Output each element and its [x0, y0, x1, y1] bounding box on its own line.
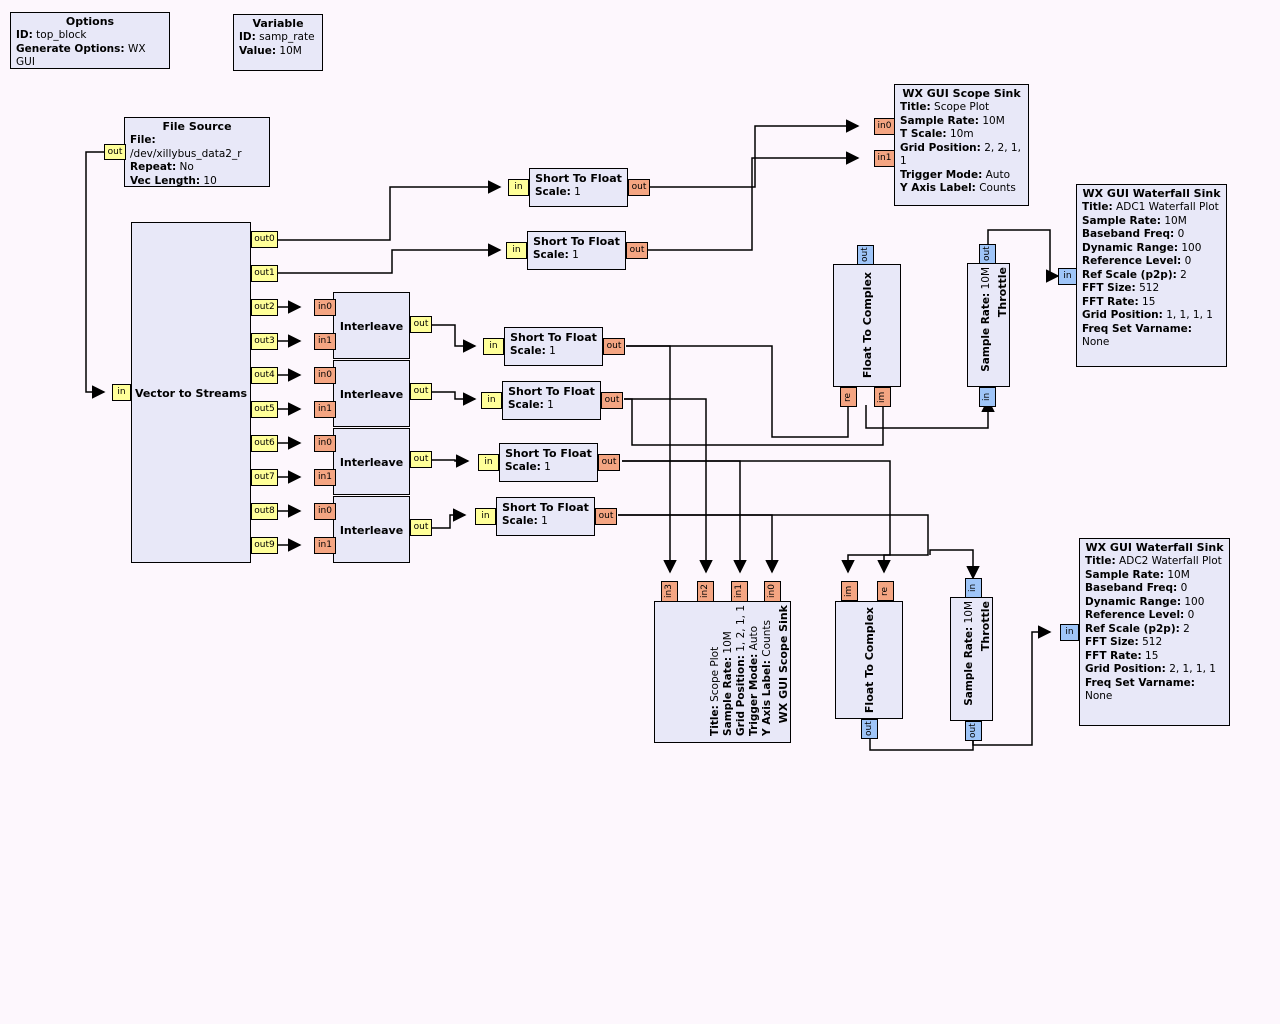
prop-value: 0 [1184, 255, 1192, 267]
block-short-to-float-3[interactable] [504, 327, 603, 366]
prop-value: 10M [980, 267, 992, 290]
port-stf5-out[interactable]: out [598, 454, 620, 471]
prop-value: WX GUI [16, 42, 146, 68]
block-vector-to-streams-title: Vector to Streams [134, 387, 248, 400]
block-throttle-2-title: Throttle [979, 601, 992, 652]
prop-key: ID: [239, 31, 256, 43]
prop-key: FFT Rate: [1085, 649, 1142, 662]
port-interleave-2-in1[interactable]: in1 [314, 401, 336, 418]
block-options-title: Options [65, 15, 115, 28]
prop-key: Title: [900, 101, 931, 113]
block-variable-title: Variable [252, 17, 304, 30]
block-short-to-float-2-props [528, 248, 625, 266]
port-vts-out9[interactable]: out9 [251, 537, 278, 554]
prop-key: Scale: [505, 461, 541, 473]
port-interleave-2-in0[interactable]: in0 [314, 367, 336, 384]
port-interleave-4-in1[interactable]: in1 [314, 537, 336, 554]
port-stf2-out[interactable]: out [626, 242, 648, 259]
port-ftc2-re[interactable]: re [877, 581, 894, 601]
prop-value: 0 [1177, 228, 1185, 240]
prop-value: 10M [982, 114, 1005, 127]
prop-value: 10M [963, 601, 975, 624]
block-waterfall-sink-1-props [1077, 200, 1226, 353]
prop-key: Sample Rate: [1082, 214, 1161, 227]
prop-key: Title: [1082, 201, 1113, 213]
prop-value: 100 [1184, 595, 1205, 608]
port-interleave-3-out[interactable]: out [410, 451, 432, 468]
port-interleave-3-in1[interactable]: in1 [314, 469, 336, 486]
port-scope-top-in1[interactable]: in1 [874, 150, 895, 167]
prop-value: 15 [1142, 295, 1156, 308]
prop-value: Scope Plot [709, 646, 721, 702]
prop-value: 1 [572, 249, 579, 261]
prop-value: 1 [574, 186, 581, 198]
block-short-to-float-6-title: Short To Float [502, 501, 589, 514]
prop-key: Grid Position: [1085, 663, 1166, 675]
port-vts-out2[interactable]: out2 [251, 299, 278, 316]
block-short-to-float-6[interactable] [496, 497, 595, 536]
port-interleave-2-out[interactable]: out [410, 383, 432, 400]
port-scope-bottom-in1[interactable]: in1 [731, 581, 748, 602]
port-stf4-out[interactable]: out [601, 392, 623, 409]
port-vts-out7[interactable]: out7 [251, 469, 278, 486]
block-float-to-complex-1[interactable] [833, 264, 901, 387]
port-file-source-out[interactable]: out [104, 144, 126, 160]
block-interleave-4-title: Interleave [339, 524, 404, 537]
block-file-source[interactable] [124, 117, 270, 187]
prop-key: Reference Level: [1082, 255, 1182, 267]
port-interleave-1-out[interactable]: out [410, 316, 432, 333]
port-scope-bottom-in2[interactable]: in2 [697, 581, 714, 602]
prop-value: 10M [1167, 568, 1190, 581]
block-throttle-1[interactable] [967, 263, 1010, 387]
prop-value: No [179, 161, 194, 173]
port-interleave-3-in0[interactable]: in0 [314, 435, 336, 452]
prop-key: Trigger Mode: [900, 168, 983, 181]
block-interleave-1-title: Interleave [339, 320, 404, 333]
prop-key: Generate Options: [16, 42, 125, 55]
block-short-to-float-2-title: Short To Float [533, 235, 620, 248]
block-short-to-float-3-props [505, 344, 602, 362]
block-short-to-float-4[interactable] [502, 381, 601, 420]
port-vts-out4[interactable]: out4 [251, 367, 278, 384]
prop-key: File: [130, 134, 156, 146]
prop-value: 1 [544, 461, 551, 473]
port-throttle2-in[interactable]: in [965, 578, 982, 598]
prop-key: Value: [239, 44, 277, 57]
port-waterfall1-in[interactable]: in [1058, 268, 1077, 285]
block-interleave-2[interactable] [333, 360, 410, 427]
prop-key: Repeat: [130, 161, 177, 173]
prop-value: 2, 2, 1, 1 [900, 141, 1021, 167]
prop-key: Scale: [533, 249, 569, 261]
port-ftc2-im[interactable]: im [841, 581, 858, 601]
prop-value: 15 [1145, 649, 1159, 662]
port-stf1-out[interactable]: out [628, 179, 650, 196]
prop-key: Scale: [510, 345, 546, 357]
block-interleave-1[interactable] [333, 292, 410, 359]
prop-key: Title: [709, 705, 721, 736]
prop-key: Freq Set Varname: [1082, 322, 1192, 335]
block-waterfall-sink-2-title: WX GUI Waterfall Sink [1085, 541, 1224, 554]
block-vector-to-streams[interactable] [131, 222, 251, 563]
block-short-to-float-1-props [530, 185, 627, 203]
prop-value: 0 [1180, 582, 1188, 594]
port-waterfall2-in[interactable]: in [1060, 624, 1079, 641]
prop-key: Scale: [502, 515, 538, 527]
prop-value: 100 [1181, 241, 1202, 254]
block-file-source-title: File Source [162, 120, 232, 133]
prop-key: Scale: [508, 399, 544, 411]
block-throttle-1-props [978, 264, 995, 375]
prop-key: FFT Size: [1082, 282, 1136, 294]
prop-key: Reference Level: [1085, 609, 1185, 621]
block-short-to-float-4-props [503, 398, 600, 416]
port-stf4-in[interactable]: in [481, 392, 502, 409]
port-scope-bottom-in3[interactable]: in3 [661, 581, 678, 602]
prop-key: FFT Rate: [1082, 295, 1139, 308]
block-short-to-float-5-title: Short To Float [505, 447, 592, 460]
port-ftc2-out[interactable]: out [861, 719, 878, 739]
prop-value: 512 [1139, 282, 1160, 294]
prop-value: Counts [761, 620, 773, 657]
prop-value: Auto [748, 625, 760, 651]
prop-value: 2 [1180, 268, 1187, 281]
prop-value: 1, 1, 1, 1 [1166, 309, 1213, 321]
block-float-to-complex-1-title: Float To Complex [861, 272, 874, 379]
prop-value: 0 [1187, 609, 1195, 621]
block-variable-props [234, 30, 322, 61]
prop-value: top_block [36, 29, 87, 41]
block-short-to-float-1-title: Short To Float [535, 172, 622, 185]
prop-key: Baseband Freq: [1085, 582, 1178, 594]
prop-value: 1, 2, 1, 1 [735, 605, 747, 652]
prop-value: samp_rate [259, 31, 315, 43]
block-throttle-1-title: Throttle [996, 267, 1009, 318]
prop-key: Scale: [535, 186, 571, 198]
prop-value: ADC2 Waterfall Plot [1119, 555, 1222, 567]
port-vts-out3[interactable]: out3 [251, 333, 278, 350]
block-float-to-complex-2[interactable] [835, 601, 903, 719]
prop-key: Sample Rate: [963, 626, 975, 706]
prop-key: Grid Position: [900, 141, 981, 154]
block-interleave-4[interactable] [333, 496, 410, 563]
prop-key: Sample Rate: [722, 656, 734, 736]
port-stf3-in[interactable]: in [483, 338, 504, 355]
port-interleave-1-in0[interactable]: in0 [314, 299, 336, 316]
block-float-to-complex-2-title: Float To Complex [863, 606, 876, 714]
block-throttle-2[interactable] [950, 597, 993, 721]
prop-key: FFT Size: [1085, 636, 1139, 648]
block-waterfall-sink-1[interactable] [1076, 184, 1227, 367]
port-vts-out1[interactable]: out1 [251, 265, 278, 282]
prop-key: Title: [1085, 555, 1116, 567]
prop-value: Scope Plot [934, 101, 990, 113]
port-throttle2-out[interactable]: out [965, 721, 982, 741]
prop-value: 10M [722, 631, 734, 654]
port-ftc1-im[interactable]: im [874, 387, 891, 407]
port-stf5-in[interactable]: in [478, 454, 499, 471]
prop-value: /dev/xillybus_data2_r [130, 147, 242, 160]
port-interleave-1-in1[interactable]: in1 [314, 333, 336, 350]
block-short-to-float-5-props [500, 460, 597, 478]
block-waterfall-sink-2[interactable] [1079, 538, 1230, 726]
prop-value: 2 [1183, 622, 1190, 635]
prop-key: ID: [16, 29, 33, 41]
prop-key: Vec Length: [130, 174, 201, 187]
block-short-to-float-6-props [497, 514, 594, 532]
block-scope-sink-top-title: WX GUI Scope Sink [902, 87, 1021, 100]
block-short-to-float-4-title: Short To Float [508, 385, 595, 398]
prop-value: None [1082, 336, 1110, 348]
port-ftc1-re[interactable]: re [840, 387, 857, 407]
block-short-to-float-1[interactable] [529, 168, 628, 207]
prop-value: 1 [547, 399, 554, 411]
port-stf6-out[interactable]: out [595, 508, 617, 525]
port-interleave-4-in0[interactable]: in0 [314, 503, 336, 520]
prop-key: Ref Scale (p2p): [1085, 622, 1180, 635]
block-options[interactable] [10, 12, 170, 69]
prop-key: Dynamic Range: [1082, 241, 1179, 254]
port-throttle1-in[interactable]: in [979, 387, 996, 407]
block-scope-sink-bottom-title: WX GUI Scope Sink [777, 605, 790, 724]
block-interleave-3-title: Interleave [339, 456, 404, 469]
prop-key: Freq Set Varname: [1085, 676, 1195, 689]
port-vts-out8[interactable]: out8 [251, 503, 278, 520]
prop-value: 10M [279, 44, 302, 57]
block-options-props [11, 28, 169, 73]
port-interleave-4-out[interactable]: out [410, 519, 432, 536]
block-short-to-float-2[interactable] [527, 231, 626, 270]
block-scope-sink-top-props [895, 100, 1028, 199]
block-short-to-float-3-title: Short To Float [510, 331, 597, 344]
block-scope-sink-bottom-props [707, 602, 776, 739]
prop-value: ADC1 Waterfall Plot [1116, 201, 1219, 213]
prop-key: Sample Rate: [900, 114, 979, 127]
prop-value: Counts [979, 182, 1016, 194]
prop-key: Sample Rate: [980, 292, 992, 372]
prop-value: 1 [549, 345, 556, 357]
block-scope-sink-top[interactable] [894, 84, 1029, 206]
prop-key: Sample Rate: [1085, 568, 1164, 581]
port-stf3-out[interactable]: out [603, 338, 625, 355]
block-waterfall-sink-1-title: WX GUI Waterfall Sink [1082, 187, 1221, 200]
block-waterfall-sink-2-props [1080, 554, 1229, 707]
block-variable[interactable] [233, 14, 323, 71]
prop-value: 10m [949, 128, 974, 140]
prop-value: 10 [203, 174, 217, 187]
port-throttle1-out[interactable]: out [979, 244, 996, 264]
prop-key: Dynamic Range: [1085, 595, 1182, 608]
block-file-source-props [125, 133, 269, 191]
port-vts-out5[interactable]: out5 [251, 401, 278, 418]
port-scope-bottom-in0[interactable]: in0 [764, 581, 781, 602]
prop-key: Ref Scale (p2p): [1082, 268, 1177, 281]
prop-key: Grid Position: [1082, 309, 1163, 321]
port-stf6-in[interactable]: in [475, 508, 496, 525]
port-vector-to-streams-in[interactable]: in [112, 384, 131, 401]
port-stf2-in[interactable]: in [506, 242, 527, 259]
port-ftc1-out[interactable]: out [857, 245, 874, 265]
prop-key: Y Axis Label: [761, 660, 773, 736]
prop-key: Y Axis Label: [900, 182, 976, 194]
prop-value: Auto [985, 168, 1011, 181]
block-short-to-float-5[interactable] [499, 443, 598, 482]
block-interleave-3[interactable] [333, 428, 410, 495]
block-interleave-2-title: Interleave [339, 388, 404, 401]
prop-value: 10M [1164, 214, 1187, 227]
block-scope-sink-bottom[interactable] [654, 601, 791, 743]
prop-value: 2, 1, 1, 1 [1169, 663, 1216, 675]
port-scope-top-in0[interactable]: in0 [874, 118, 895, 135]
prop-key: Grid Position: [735, 655, 747, 736]
prop-key: T Scale: [900, 128, 947, 140]
prop-value: 512 [1142, 636, 1163, 648]
port-vts-out0[interactable]: out0 [251, 231, 278, 248]
prop-key: Trigger Mode: [748, 653, 760, 736]
port-vts-out6[interactable]: out6 [251, 435, 278, 452]
prop-value: None [1085, 690, 1113, 702]
port-stf1-in[interactable]: in [508, 179, 529, 196]
block-throttle-2-props [961, 598, 978, 709]
prop-value: 1 [541, 515, 548, 527]
prop-key: Baseband Freq: [1082, 228, 1175, 240]
